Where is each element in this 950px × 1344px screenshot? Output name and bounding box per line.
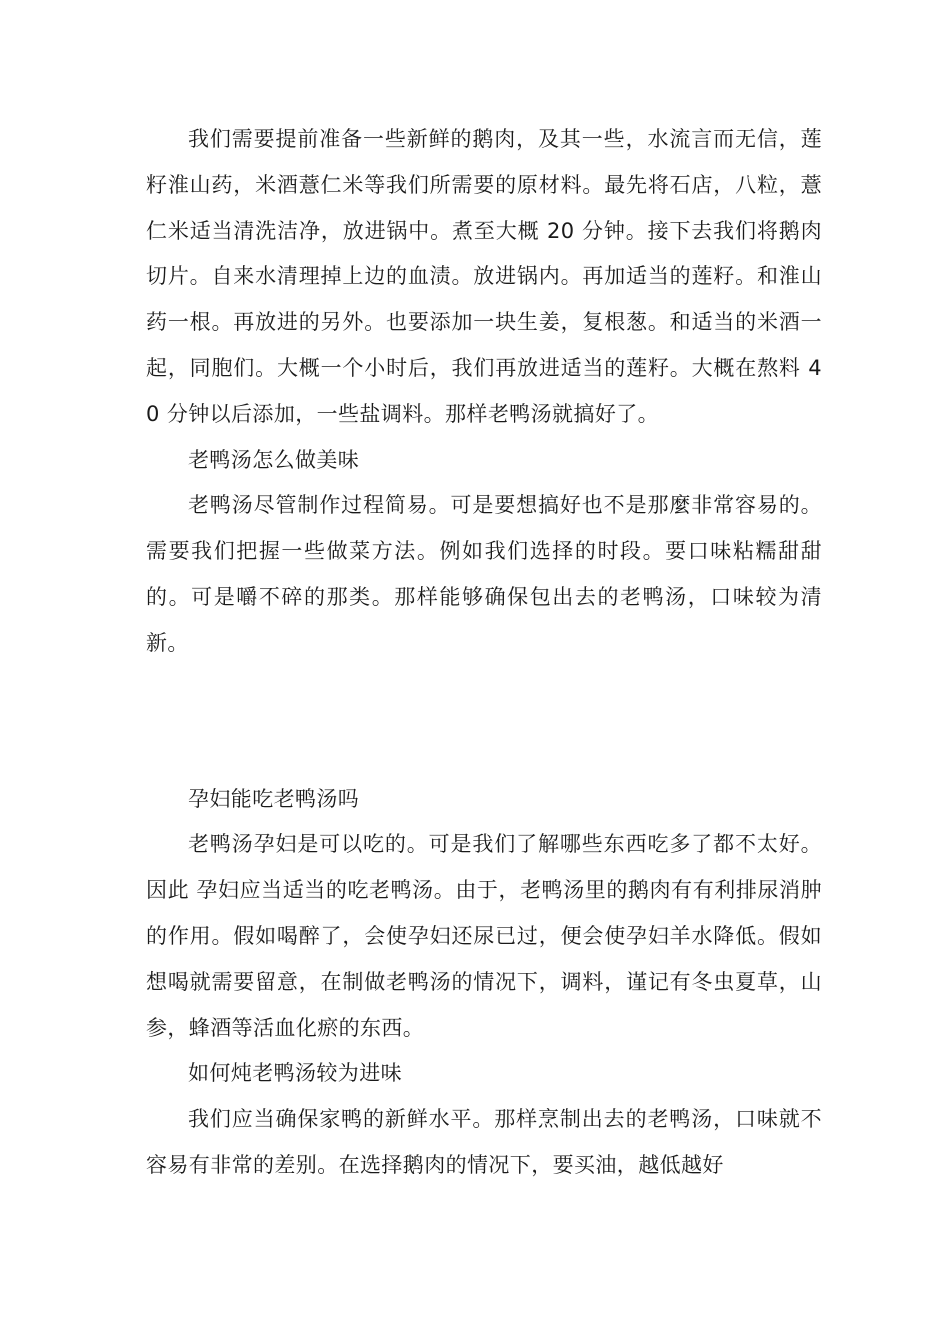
section-heading-stewing: 如何炖老鸭汤较为进味 [188,1061,402,1086]
section-heading-how-to-make: 老鸭汤怎么做美味 [188,447,360,472]
paragraph-how-to-make: 老鸭汤尽管制作过程简易。可是要想搞好也不是那麼非常容易的。需要我们把握一些做菜方法。例如我们选择的时段。要口味粘糯甜甜的。可是嚼不碎的那类。那样能够确保包出去的老鸭汤，口味较为清新。 [146,493,822,655]
paragraph-stewing: 我们应当确保家鸭的新鲜水平。那样烹制出去的老鸭汤，口味就不容易有非常的差别。在选择鹅肉的情况下，要买油，越低越好 [146,1107,822,1177]
paragraph-pregnant: 老鸭汤孕妇是可以吃的。可是我们了解哪些东西吃多了都不太好。因此 孕妇应当适当的吃老鸭汤。由于，老鸭汤里的鹅肉有有利排尿消肿的作用。假如喝醉了，会使孕妇还尿已过，便会使孕妇羊水降低。假如想喝就需要留意，在制做老鸭汤的情况下，调料，谨记有冬虫夏草，山参，蜂酒等活血化瘀的东西。 [146,832,822,1040]
paragraph-ingredients: 我们需要提前准备一些新鲜的鹅肉，及其一些，水流言而无信，莲籽淮山药，米酒薏仁米等我们所需要的原材料。最先将石店，八粒，薏仁米适当清洗洁净，放进锅中。煮至大概 20 分钟。接下去我们将鹅肉切片。自来水清理掉上边的血渍。放进锅内。再加适当的莲籽。和淮山药一根。再放进的另外。也要添加一块生姜，复根葱。和适当的米酒一起，同胞们。大概一个小时后，我们再放进适当的莲籽。大概在熬料 40 分钟以后添加，一些盐调料。那样老鸭汤就搞好了。 [146,127,822,426]
document-page [146,117,822,1189]
section-gap [146,667,822,777]
section-heading-pregnant: 孕妇能吃老鸭汤吗 [188,786,360,811]
